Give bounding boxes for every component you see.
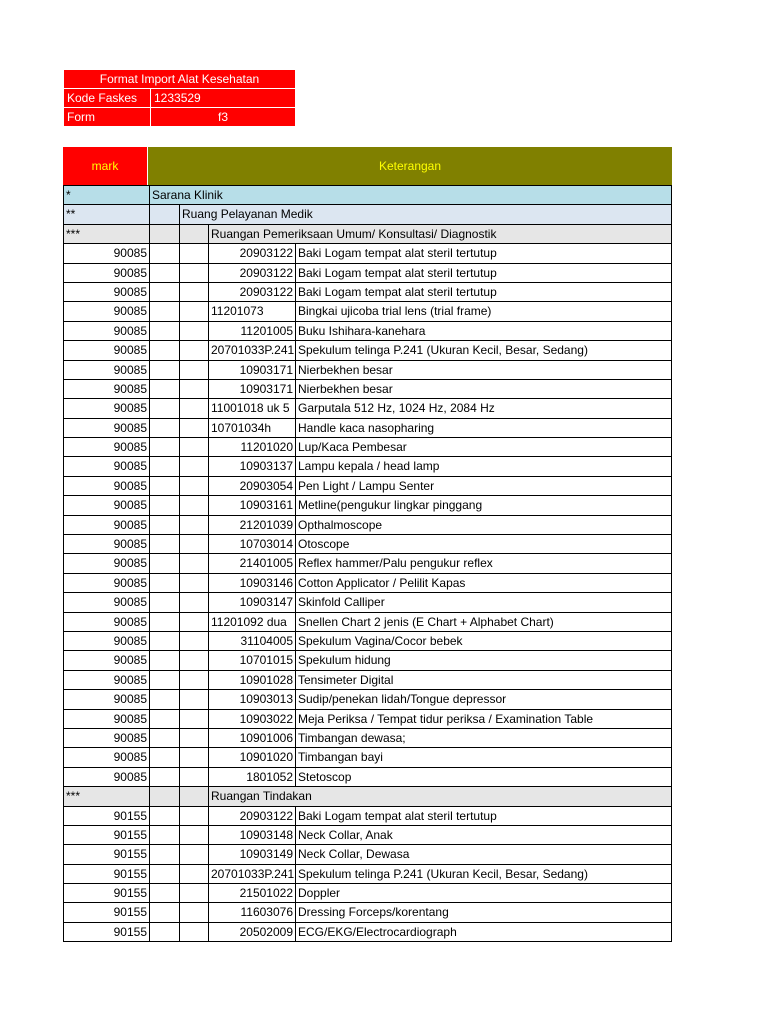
table-row[interactable] xyxy=(64,340,671,359)
row-text[interactable]: Bingkai ujicoba trial lens (trial frame) xyxy=(298,304,492,319)
header-keterangan[interactable]: Keterangan xyxy=(148,147,672,185)
row-spacer[interactable] xyxy=(150,748,180,766)
row-text[interactable]: Spekulum Vagina/Cocor bebek xyxy=(298,633,463,648)
row-spacer[interactable] xyxy=(180,380,209,398)
row-code[interactable]: 11201005 xyxy=(209,322,296,340)
row-mark[interactable]: 90085 xyxy=(64,438,150,456)
row-mark[interactable]: 90085 xyxy=(64,748,150,766)
row-mark[interactable]: 90085 xyxy=(64,302,150,320)
row-text[interactable]: Neck Collar, Anak xyxy=(298,827,393,842)
table-row[interactable] xyxy=(64,360,671,379)
row-text[interactable]: Spekulum hidung xyxy=(298,653,391,668)
row-code[interactable]: 10903146 xyxy=(209,574,296,592)
info-title: Format Import Alat Kesehatan xyxy=(64,70,296,89)
row-spacer[interactable] xyxy=(180,302,209,320)
row-mark[interactable]: 90155 xyxy=(64,865,150,883)
row-mark[interactable]: 90085 xyxy=(64,613,150,631)
row-code[interactable]: 20903122 xyxy=(209,244,296,262)
row-spacer[interactable] xyxy=(180,244,209,262)
row-mark[interactable]: 90155 xyxy=(64,903,150,921)
row-spacer[interactable] xyxy=(180,457,209,475)
row-mark[interactable]: 90085 xyxy=(64,574,150,592)
row-spacer[interactable] xyxy=(180,671,209,689)
row-text[interactable]: Baki Logam tempat alat steril tertutup xyxy=(298,246,497,261)
row-text[interactable]: Metline(pengukur lingkar pinggang xyxy=(298,498,483,513)
row-spacer[interactable] xyxy=(150,225,180,243)
row-spacer[interactable] xyxy=(150,768,180,786)
table-row[interactable] xyxy=(64,553,671,572)
row-mark[interactable]: 90085 xyxy=(64,419,150,437)
row-code[interactable]: 10903137 xyxy=(209,457,296,475)
row-spacer[interactable] xyxy=(180,903,209,921)
table-row[interactable] xyxy=(64,476,671,495)
row-spacer[interactable] xyxy=(150,380,180,398)
row-text[interactable]: Doppler xyxy=(298,886,341,901)
row-text[interactable]: Opthalmoscope xyxy=(298,517,383,532)
row-spacer[interactable] xyxy=(180,787,209,805)
table-row[interactable] xyxy=(64,379,671,398)
row-text[interactable]: Stetoscop xyxy=(298,769,352,784)
row-spacer[interactable] xyxy=(150,535,180,553)
row-spacer[interactable] xyxy=(150,729,180,747)
row-spacer[interactable] xyxy=(180,845,209,863)
row-spacer[interactable] xyxy=(180,264,209,282)
row-mark[interactable]: 90085 xyxy=(64,283,150,301)
row-spacer[interactable] xyxy=(150,865,180,883)
row-code[interactable]: 20903122 xyxy=(209,283,296,301)
row-spacer[interactable] xyxy=(180,593,209,611)
table-row[interactable] xyxy=(64,670,671,689)
row-text[interactable]: Sarana Klinik xyxy=(152,188,223,202)
row-spacer[interactable] xyxy=(180,865,209,883)
row-spacer[interactable] xyxy=(180,651,209,669)
row-mark[interactable]: 90085 xyxy=(64,729,150,747)
row-code[interactable]: 10903147 xyxy=(209,593,296,611)
row-mark[interactable]: 90085 xyxy=(64,477,150,495)
row-text[interactable]: Sudip/penekan lidah/Tongue depressor xyxy=(298,692,507,707)
table-row[interactable] xyxy=(64,612,671,631)
row-mark[interactable]: 90155 xyxy=(64,884,150,902)
table-row[interactable] xyxy=(64,631,671,650)
row-mark[interactable]: * xyxy=(64,186,150,204)
row-mark[interactable]: 90085 xyxy=(64,341,150,359)
row-text[interactable]: Garputala 512 Hz, 1024 Hz, 2084 Hz xyxy=(298,401,495,416)
info-block xyxy=(63,69,296,127)
row-code[interactable]: 11201092 dua xyxy=(209,613,296,631)
row-spacer[interactable] xyxy=(150,322,180,340)
row-code[interactable]: 10901028 xyxy=(209,671,296,689)
table-row[interactable] xyxy=(64,573,671,592)
row-text[interactable]: Lampu kepala / head lamp xyxy=(298,459,440,474)
row-code[interactable]: 20903054 xyxy=(209,477,296,495)
row-mark[interactable]: 90085 xyxy=(64,516,150,534)
row-text[interactable]: Timbangan dewasa; xyxy=(298,730,406,745)
row-code[interactable]: 10703014 xyxy=(209,535,296,553)
row-spacer[interactable] xyxy=(180,826,209,844)
row-mark[interactable]: 90085 xyxy=(64,457,150,475)
row-mark[interactable]: 90155 xyxy=(64,807,150,825)
row-spacer[interactable] xyxy=(180,438,209,456)
row-spacer[interactable] xyxy=(150,613,180,631)
row-mark[interactable]: 90085 xyxy=(64,399,150,417)
row-spacer[interactable] xyxy=(180,477,209,495)
group-row-level-3[interactable] xyxy=(64,224,671,243)
table-row[interactable] xyxy=(64,650,671,669)
row-code[interactable]: 10903013 xyxy=(209,690,296,708)
row-text[interactable]: Ruangan Tindakan xyxy=(211,789,312,804)
row-mark[interactable]: 90155 xyxy=(64,826,150,844)
row-spacer[interactable] xyxy=(150,826,180,844)
row-spacer[interactable] xyxy=(150,438,180,456)
table-row[interactable] xyxy=(64,902,671,921)
row-spacer[interactable] xyxy=(150,807,180,825)
table-row[interactable] xyxy=(64,709,671,728)
row-spacer[interactable] xyxy=(180,225,209,243)
row-mark[interactable]: 90085 xyxy=(64,264,150,282)
row-text[interactable]: Timbangan bayi xyxy=(298,750,383,765)
row-text[interactable]: Baki Logam tempat alat steril tertutup xyxy=(298,284,497,299)
table-row[interactable] xyxy=(64,864,671,883)
equipment-table xyxy=(63,147,672,942)
row-code[interactable]: 10901006 xyxy=(209,729,296,747)
row-mark[interactable]: 90085 xyxy=(64,322,150,340)
table-row[interactable] xyxy=(64,922,671,941)
row-mark[interactable]: 90085 xyxy=(64,710,150,728)
row-spacer[interactable] xyxy=(150,845,180,863)
table-row[interactable] xyxy=(64,418,671,437)
row-mark[interactable]: 90085 xyxy=(64,535,150,553)
row-text[interactable]: Tensimeter Digital xyxy=(298,672,394,687)
table-row[interactable] xyxy=(64,515,671,534)
row-spacer[interactable] xyxy=(180,516,209,534)
row-spacer[interactable] xyxy=(180,496,209,514)
row-spacer[interactable] xyxy=(180,884,209,902)
table-row[interactable] xyxy=(64,689,671,708)
row-code[interactable]: 20903122 xyxy=(209,264,296,282)
row-code[interactable]: 10903022 xyxy=(209,710,296,728)
row-spacer[interactable] xyxy=(180,632,209,650)
row-code[interactable]: 10903161 xyxy=(209,496,296,514)
row-code[interactable]: 10903171 xyxy=(209,361,296,379)
table-row[interactable] xyxy=(64,495,671,514)
row-spacer[interactable] xyxy=(150,903,180,921)
row-spacer[interactable] xyxy=(180,399,209,417)
row-text[interactable]: Spekulum telinga P.241 (Ukuran Kecil, Besar, Sedang) xyxy=(298,866,588,881)
row-spacer[interactable] xyxy=(150,516,180,534)
table-row[interactable] xyxy=(64,806,671,825)
row-mark[interactable]: 90155 xyxy=(64,845,150,863)
row-spacer[interactable] xyxy=(150,923,180,941)
table-row[interactable] xyxy=(64,456,671,475)
row-text[interactable]: Baki Logam tempat alat steril tertutup xyxy=(298,265,497,280)
row-spacer[interactable] xyxy=(180,613,209,631)
row-spacer[interactable] xyxy=(150,283,180,301)
row-mark[interactable]: *** xyxy=(64,787,150,805)
row-spacer[interactable] xyxy=(150,574,180,592)
row-spacer[interactable] xyxy=(150,205,180,223)
row-spacer[interactable] xyxy=(150,884,180,902)
row-spacer[interactable] xyxy=(180,341,209,359)
row-code[interactable]: 10701015 xyxy=(209,651,296,669)
row-code[interactable]: 20701033P.241 xyxy=(209,341,296,359)
row-spacer[interactable] xyxy=(150,264,180,282)
row-text[interactable]: Lup/Kaca Pembesar xyxy=(298,440,407,455)
row-spacer[interactable] xyxy=(180,322,209,340)
row-spacer[interactable] xyxy=(150,593,180,611)
row-code[interactable]: 20903122 xyxy=(209,807,296,825)
header-mark[interactable]: mark xyxy=(63,147,148,185)
row-text[interactable]: Spekulum telinga P.241 (Ukuran Kecil, Besar, Sedang) xyxy=(298,343,588,358)
row-code[interactable]: 10903149 xyxy=(209,845,296,863)
row-spacer[interactable] xyxy=(180,690,209,708)
table-header xyxy=(63,147,672,185)
form-label: Form xyxy=(64,108,151,127)
table-row[interactable] xyxy=(64,398,671,417)
row-text[interactable]: Meja Periksa / Tempat tidur periksa / Examination Table xyxy=(298,711,594,726)
row-spacer[interactable] xyxy=(150,244,180,262)
row-spacer[interactable] xyxy=(150,496,180,514)
row-spacer[interactable] xyxy=(180,574,209,592)
row-mark[interactable]: 90085 xyxy=(64,632,150,650)
row-spacer[interactable] xyxy=(150,457,180,475)
kode-faskes-label: Kode Faskes xyxy=(64,89,151,108)
row-mark[interactable]: 90085 xyxy=(64,244,150,262)
row-text[interactable]: Ruang Pelayanan Medik xyxy=(182,207,313,222)
row-spacer[interactable] xyxy=(180,923,209,941)
kode-faskes-value[interactable]: 1233529 xyxy=(151,89,296,108)
row-spacer[interactable] xyxy=(180,361,209,379)
row-text[interactable]: Pen Light / Lampu Senter xyxy=(298,478,435,493)
row-mark[interactable]: 90155 xyxy=(64,923,150,941)
row-code[interactable]: 11001018 uk 5 xyxy=(209,399,296,417)
row-code[interactable]: 20502009 xyxy=(209,923,296,941)
row-code[interactable]: 21201039 xyxy=(209,516,296,534)
row-text[interactable]: Buku Ishihara-kanehara xyxy=(298,323,426,338)
group-row-level-1[interactable] xyxy=(64,185,671,204)
table-row[interactable] xyxy=(64,592,671,611)
row-code[interactable]: 11201073 xyxy=(209,302,296,320)
row-spacer[interactable] xyxy=(150,419,180,437)
row-text[interactable]: Snellen Chart 2 jenis (E Chart + Alphabet Chart) xyxy=(298,614,554,629)
table-row[interactable] xyxy=(64,825,671,844)
table-row[interactable] xyxy=(64,263,671,282)
row-spacer[interactable] xyxy=(150,341,180,359)
row-spacer[interactable] xyxy=(150,477,180,495)
row-spacer[interactable] xyxy=(180,710,209,728)
row-text[interactable]: Neck Collar, Dewasa xyxy=(298,847,410,862)
row-mark[interactable]: *** xyxy=(64,225,150,243)
row-text[interactable]: Cotton Applicator / Pelilit Kapas xyxy=(298,575,466,590)
row-spacer[interactable] xyxy=(180,748,209,766)
row-spacer[interactable] xyxy=(150,690,180,708)
table-body xyxy=(63,185,672,942)
group-row-level-2[interactable] xyxy=(64,204,671,223)
row-spacer[interactable] xyxy=(180,283,209,301)
row-spacer[interactable] xyxy=(150,399,180,417)
table-row[interactable] xyxy=(64,282,671,301)
table-row[interactable] xyxy=(64,243,671,262)
row-spacer[interactable] xyxy=(150,632,180,650)
row-spacer[interactable] xyxy=(150,554,180,572)
table-row[interactable] xyxy=(64,437,671,456)
row-text[interactable]: Dressing Forceps/korentang xyxy=(298,905,449,920)
table-row[interactable] xyxy=(64,301,671,320)
row-spacer[interactable] xyxy=(150,671,180,689)
row-mark[interactable]: 90085 xyxy=(64,380,150,398)
row-code[interactable]: 11603076 xyxy=(209,903,296,921)
table-row[interactable] xyxy=(64,534,671,553)
row-spacer[interactable] xyxy=(180,419,209,437)
row-text[interactable]: Reflex hammer/Palu pengukur reflex xyxy=(298,556,493,571)
table-row[interactable] xyxy=(64,321,671,340)
row-text[interactable]: Handle kaca nasopharing xyxy=(298,420,435,435)
row-spacer[interactable] xyxy=(150,302,180,320)
table-row[interactable] xyxy=(64,767,671,786)
row-code[interactable]: 1801052 xyxy=(209,768,296,786)
row-spacer[interactable] xyxy=(150,710,180,728)
row-text[interactable]: Nierbekhen besar xyxy=(298,362,393,377)
row-text[interactable]: Baki Logam tempat alat steril tertutup xyxy=(298,808,497,823)
row-text[interactable]: Otoscope xyxy=(298,537,350,552)
row-mark[interactable]: 90085 xyxy=(64,671,150,689)
row-code[interactable]: 11201020 xyxy=(209,438,296,456)
row-mark[interactable]: 90085 xyxy=(64,496,150,514)
row-spacer[interactable] xyxy=(150,651,180,669)
form-value[interactable]: f3 xyxy=(151,108,296,127)
group-row-level-3[interactable] xyxy=(64,786,671,805)
row-code[interactable]: 31104005 xyxy=(209,632,296,650)
row-spacer[interactable] xyxy=(180,535,209,553)
table-row[interactable] xyxy=(64,844,671,863)
row-mark[interactable]: 90085 xyxy=(64,361,150,379)
row-code[interactable]: 10903148 xyxy=(209,826,296,844)
table-row[interactable] xyxy=(64,747,671,766)
row-spacer[interactable] xyxy=(180,729,209,747)
row-mark[interactable]: 90085 xyxy=(64,651,150,669)
row-text[interactable]: Ruangan Pemeriksaan Umum/ Konsultasi/ Diagnostik xyxy=(211,226,497,241)
row-spacer[interactable] xyxy=(180,807,209,825)
row-mark[interactable]: 90085 xyxy=(64,768,150,786)
table-row[interactable] xyxy=(64,883,671,902)
row-mark[interactable]: 90085 xyxy=(64,593,150,611)
row-code[interactable]: 10701034h xyxy=(209,419,296,437)
row-code[interactable]: 10901020 xyxy=(209,748,296,766)
row-code[interactable]: 20701033P.241 xyxy=(209,865,296,883)
row-text[interactable]: Skinfold Calliper xyxy=(298,595,385,610)
row-spacer[interactable] xyxy=(180,554,209,572)
row-spacer[interactable] xyxy=(150,361,180,379)
row-code[interactable]: 21501022 xyxy=(209,884,296,902)
row-spacer[interactable] xyxy=(150,787,180,805)
row-spacer[interactable] xyxy=(180,768,209,786)
row-mark[interactable]: ** xyxy=(64,205,150,223)
table-row[interactable] xyxy=(64,728,671,747)
row-text[interactable]: Nierbekhen besar xyxy=(298,381,393,396)
row-code[interactable]: 10903171 xyxy=(209,380,296,398)
row-text[interactable]: ECG/EKG/Electrocardiograph xyxy=(298,924,457,939)
row-mark[interactable]: 90085 xyxy=(64,690,150,708)
row-code[interactable]: 21401005 xyxy=(209,554,296,572)
row-mark[interactable]: 90085 xyxy=(64,554,150,572)
